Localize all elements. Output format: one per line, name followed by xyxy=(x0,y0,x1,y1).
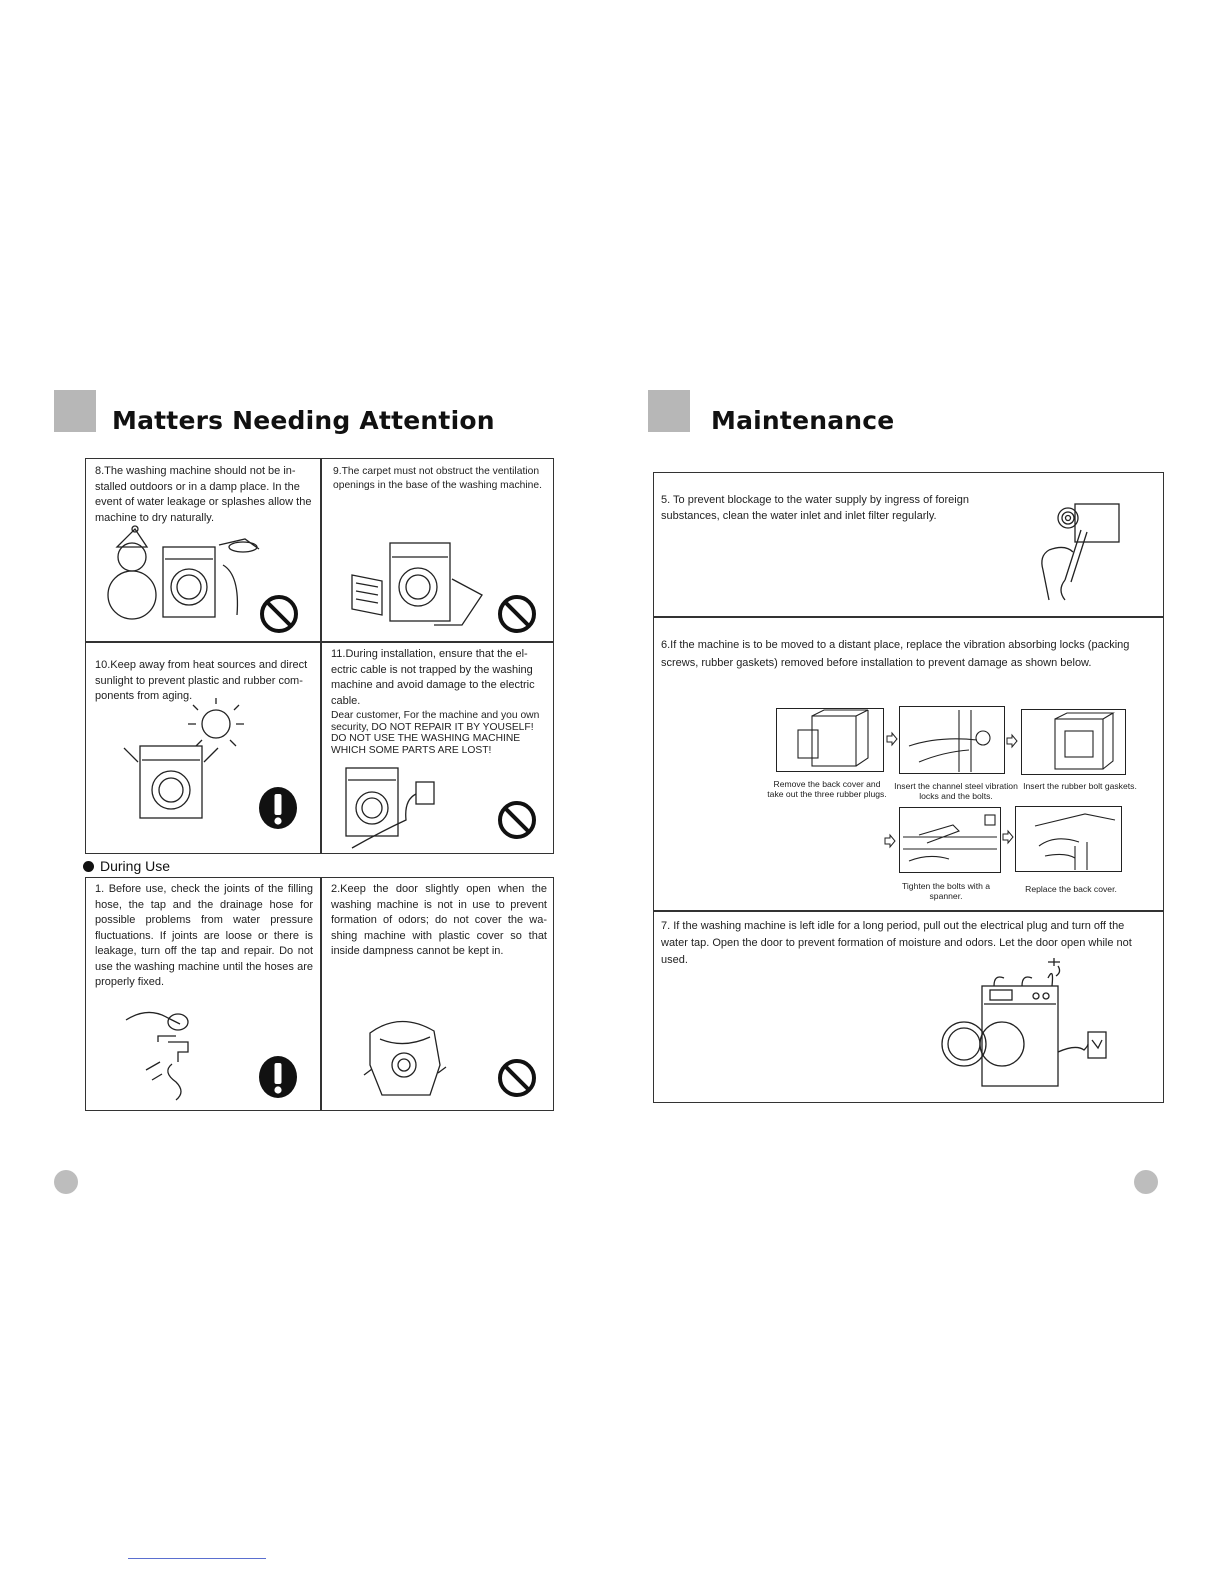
item-7-text: 7. If the washing machine is left idle for a long period, pull out the electrical plug and turn off the water tap. Open the door to prevent formation of moisture and odors. Let the door open while not used. xyxy=(661,920,1132,966)
use-1-text: 1. Before use, check the joints of the filling hose, the tap and the drainage hose for possible problems from water pressure fluctuations. If joints are loose or there is leakage, turn off the tap and repair. Do not use the washing machine until the hoses are properly fixed. xyxy=(95,883,313,988)
step-2-caption: Insert the channel steel vibration locks and the bolts. xyxy=(894,781,1018,801)
prohibition-icon xyxy=(497,1058,537,1098)
footer-link-underline xyxy=(128,1558,266,1559)
arrow-icon xyxy=(884,834,896,848)
item-9-text: 9.The carpet must not obstruct the ventilation openings in the base of the washing machine. xyxy=(333,466,542,491)
step-5-caption: Replace the back cover. xyxy=(1025,884,1117,894)
prohibition-icon xyxy=(497,594,537,634)
step-4-image xyxy=(899,807,1001,873)
item-5-text: 5. To prevent blockage to the water supply by ingress of foreign substances, clean the water inlet and inlet filter regularly. xyxy=(661,494,969,522)
washing-machine-icon xyxy=(938,956,1118,1096)
page-number-dot-left xyxy=(54,1170,78,1194)
section-label-during-use: During Use xyxy=(83,858,170,874)
page-number-dot-right xyxy=(1134,1170,1158,1194)
exclamation-icon xyxy=(258,786,298,830)
item-11-warning: Dear customer, For the machine and you own security, DO NOT REPAIR IT BY YOUSELF! DO NOT USE THE WASHING MACHINE WHICH SOME PARTS ARE LOST! xyxy=(331,710,540,756)
step-3-caption: Insert the rubber bolt gaskets. xyxy=(1023,781,1137,791)
exclamation-icon xyxy=(258,1055,298,1099)
header-square-left xyxy=(54,390,96,432)
page-title-left: Matters Needing Attention xyxy=(112,406,495,435)
step-5-image xyxy=(1015,806,1122,872)
arrow-icon xyxy=(886,732,898,746)
cable-machine-illustration xyxy=(340,760,450,850)
page-title-right: Maintenance xyxy=(711,406,895,435)
step-1-image xyxy=(776,708,884,772)
step-2-image xyxy=(899,706,1005,774)
sun-machine-illustration xyxy=(118,702,258,822)
step-1-caption: Remove the back cover and take out the three rubber plugs. xyxy=(767,779,887,799)
prohibition-icon xyxy=(259,594,299,634)
use-2-text: 2.Keep the door slightly open when the washing machine is not in use to prevent formation of odors; do not cover the wa-shing machine with plastic cover so that inside dampness cannot be kept in. xyxy=(331,883,547,957)
arrow-icon xyxy=(1006,734,1018,748)
covered-machine-illustration xyxy=(360,1015,450,1100)
item-10-text: 10.Keep away from heat sources and direct sunlight to prevent plastic and rubber com-ponents from aging. xyxy=(95,659,308,702)
bullet-icon xyxy=(83,861,94,872)
arrow-icon xyxy=(1002,830,1014,844)
header-square-right xyxy=(648,390,690,432)
prohibition-icon xyxy=(497,800,537,840)
hose-tap-illustration xyxy=(118,1002,208,1102)
carpet-machine-illustration xyxy=(352,535,492,630)
inlet-filter-illustration xyxy=(1035,500,1125,604)
item-11-text: 11.During installation, ensure that the el-ectric cable is not trapped by the washing machine and avoid damage to the electric cable. xyxy=(331,648,535,707)
item-6-text: 6.If the machine is to be moved to a distant place, replace the vibration absorbing locks (packing screws, rubber gaskets) removed before installation to prevent damage as shown below. xyxy=(661,639,1130,669)
step-3-image xyxy=(1021,709,1126,775)
snowman-machine-illustration xyxy=(105,525,265,625)
step-4-caption: Tighten the bolts with a spanner. xyxy=(901,881,991,901)
item-8-text: 8.The washing machine should not be in-stalled outdoors or in a damp place. In the event of water leakage or splashes allow the machine to dry naturally. xyxy=(95,465,312,524)
